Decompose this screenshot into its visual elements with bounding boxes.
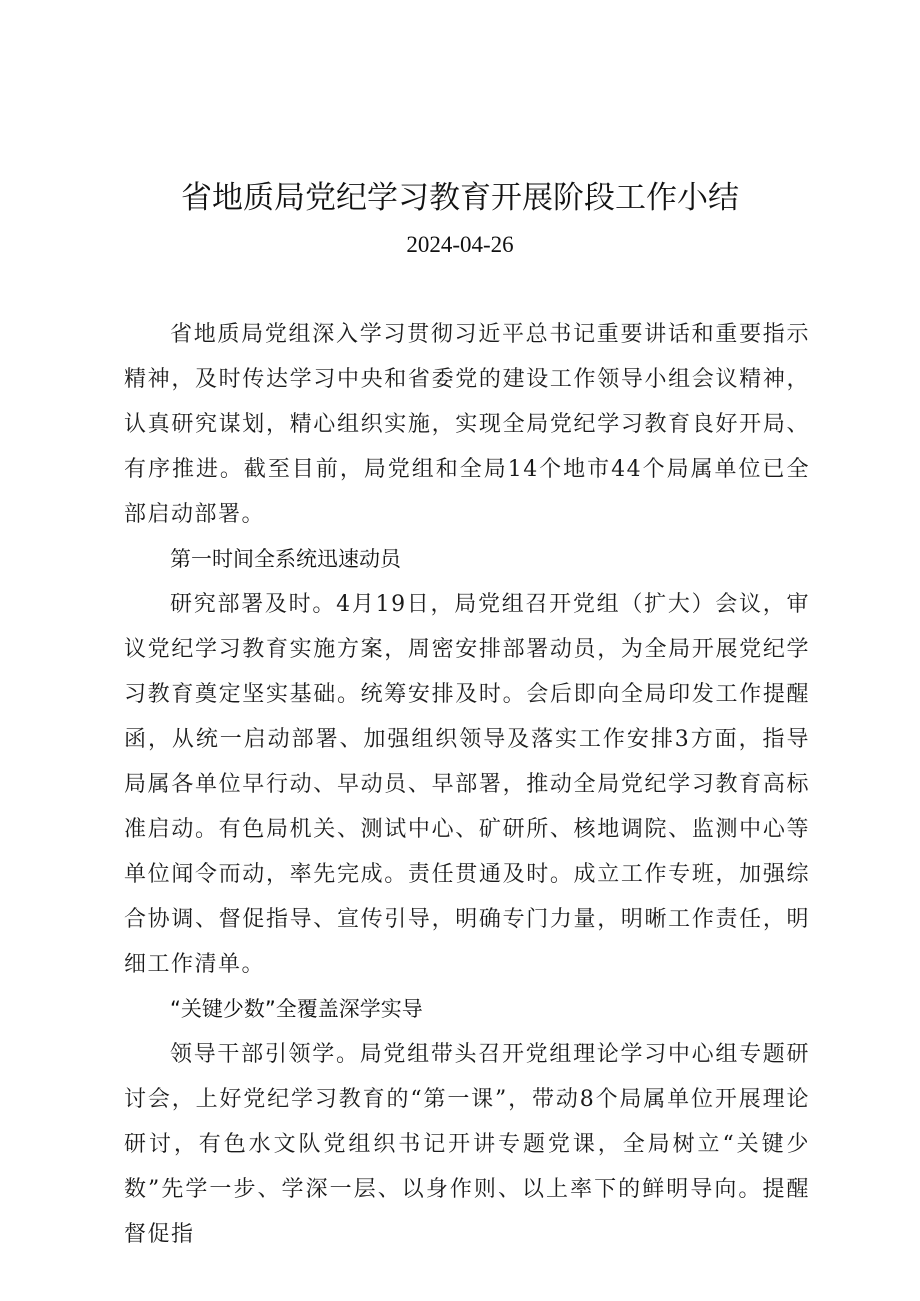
document-date: 2024-04-26 (406, 232, 514, 257)
section-heading: “关键少数”全覆盖深学实导 (170, 997, 423, 1021)
section-paragraph: 领导干部引领学。局党组带头召开党组理论学习中心组专题研讨会，上好党纪学习教育的“第一课”，带动8个局属单位开展理论研讨，有色水文队党组织书记开讲专题党课，全局树立“关键少数”先学一步、学深一层、以身作则、以上率下的鲜明导向。提醒督促指 (124, 1042, 810, 1247)
document-title: 省地质局党纪学习教育开展阶段工作小结 (181, 180, 739, 216)
section-paragraph: 研究部署及时。4月19日，局党组召开党组（扩大）会议，审议党纪学习教育实施方案，周密安排部署动员，为全局开展党纪学习教育奠定坚实基础。统筹安排及时。会后即向全局印发工作提醒函，从统一启动部署、加强组织领导及落实工作安排3方面，指导局属各单位早行动、早动员、早部署，推动全局党纪学习教育高标准启动。有色局机关、测试中心、矿研所、核地调院、监测中心等单位闻令而动，率先完成。责任贯通及时。成立工作专班，加强综合协调、督促指导、宣传引导，明确专门力量，明晰工作责任，明细工作清单。 (124, 592, 810, 977)
document-body (124, 312, 810, 1257)
intro-paragraph: 省地质局党组深入学习贯彻习近平总书记重要讲话和重要指示精神，及时传达学习中央和省委党的建设工作领导小组会议精神，认真研究谋划，精心组织实施，实现全局党纪学习教育良好开局、有序推进。截至目前，局党组和全局14个地市44个局属单位已全部启动部署。 (124, 322, 810, 527)
section-heading: 第一时间全系统迅速动员 (170, 547, 401, 571)
